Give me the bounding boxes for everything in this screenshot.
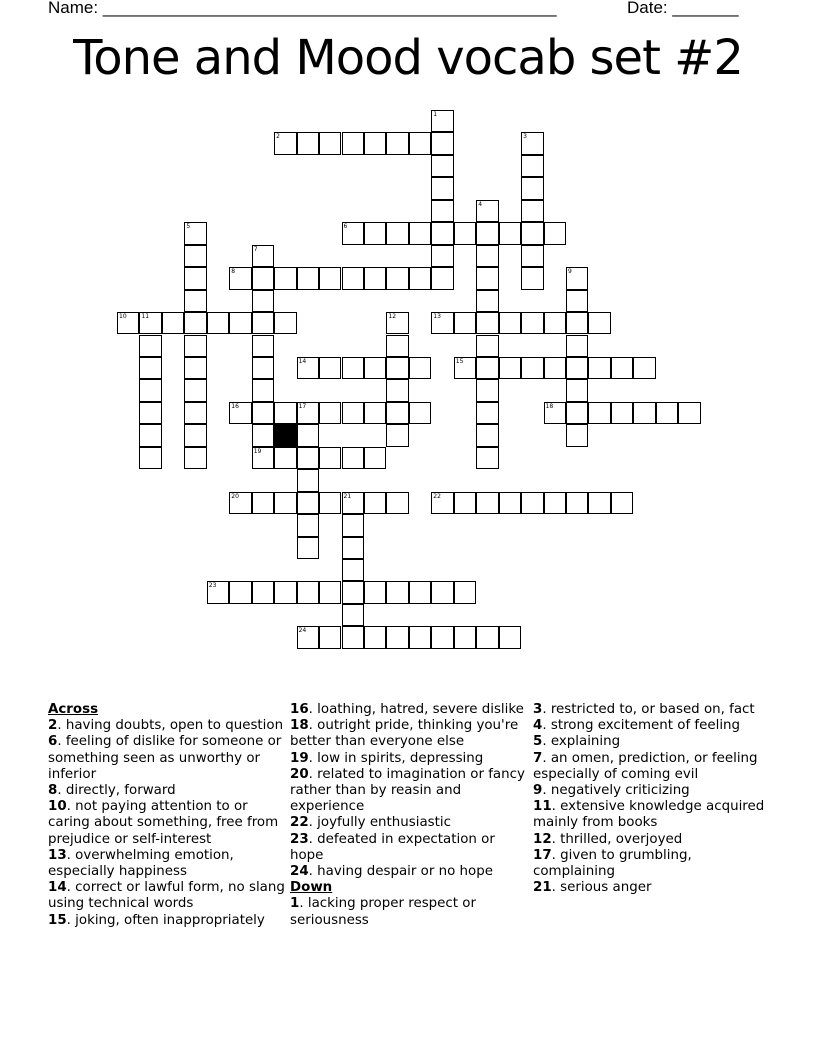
grid-cell[interactable] bbox=[454, 312, 476, 334]
grid-cell[interactable] bbox=[521, 155, 543, 177]
grid-cell[interactable] bbox=[252, 492, 274, 514]
clue-down-5: 5. explaining bbox=[533, 734, 621, 750]
clue-number: 10 bbox=[48, 799, 67, 815]
grid-cell[interactable] bbox=[297, 267, 319, 289]
grid-cell[interactable] bbox=[364, 581, 386, 603]
grid-cell[interactable] bbox=[364, 222, 386, 244]
clue-across-6: 6. feeling of dislike for someone or something seen as unworthy or inferior bbox=[48, 734, 282, 782]
cell-number: 14 bbox=[298, 357, 307, 365]
grid-cell[interactable] bbox=[274, 132, 296, 154]
grid-cell[interactable] bbox=[386, 492, 408, 514]
grid-cell[interactable] bbox=[409, 267, 431, 289]
cell-number: 23 bbox=[208, 582, 217, 590]
grid-cell[interactable] bbox=[386, 424, 408, 446]
grid-cell[interactable] bbox=[184, 290, 206, 312]
grid-cell[interactable] bbox=[364, 626, 386, 648]
grid-cell[interactable] bbox=[431, 177, 453, 199]
clue-number: 22 bbox=[290, 815, 309, 831]
clues-column-2 bbox=[290, 702, 530, 929]
name-label: Name: bbox=[48, 0, 99, 17]
grid-cell[interactable] bbox=[431, 626, 453, 648]
grid-cell[interactable] bbox=[521, 267, 543, 289]
grid-cell[interactable] bbox=[297, 537, 319, 559]
grid-cell[interactable] bbox=[476, 379, 498, 401]
grid-cell[interactable] bbox=[342, 267, 364, 289]
grid-cell[interactable] bbox=[342, 537, 364, 559]
grid-cell[interactable] bbox=[633, 402, 655, 424]
grid-cell[interactable] bbox=[297, 132, 319, 154]
cell-number: 21 bbox=[343, 492, 352, 500]
grid-cell[interactable] bbox=[566, 379, 588, 401]
grid-cell[interactable] bbox=[297, 514, 319, 536]
grid-cell[interactable] bbox=[364, 447, 386, 469]
clue-across-24: 24. having despair or no hope bbox=[290, 864, 493, 880]
clue-number: 2 bbox=[48, 718, 58, 734]
grid-cell[interactable] bbox=[476, 492, 498, 514]
clue-number: 16 bbox=[290, 702, 309, 717]
grid-cell[interactable] bbox=[274, 267, 296, 289]
clue-text: feeling of dislike for someone or something seen as unworthy or inferior bbox=[48, 734, 282, 782]
clue-text: overwhelming emotion, especially happiness bbox=[48, 847, 234, 880]
grid-cell[interactable] bbox=[431, 222, 453, 244]
grid-cell[interactable] bbox=[319, 492, 341, 514]
grid-cell[interactable] bbox=[162, 312, 184, 334]
clue-number: 5 bbox=[533, 734, 543, 750]
cell-number: 11 bbox=[141, 313, 150, 321]
grid-cell[interactable] bbox=[386, 222, 408, 244]
grid-cell[interactable] bbox=[184, 267, 206, 289]
clue-number: 1 bbox=[290, 896, 300, 912]
clue-number: 14 bbox=[48, 880, 67, 896]
grid-cell[interactable] bbox=[297, 357, 319, 379]
grid-cell[interactable] bbox=[117, 312, 139, 334]
clue-text: joyfully enthusiastic bbox=[317, 815, 451, 831]
grid-cell[interactable] bbox=[184, 379, 206, 401]
grid-cell[interactable] bbox=[521, 312, 543, 334]
grid-cell[interactable] bbox=[544, 357, 566, 379]
black-cell bbox=[274, 424, 296, 446]
grid-cell[interactable] bbox=[566, 335, 588, 357]
clue-text: low in spirits, depressing bbox=[317, 750, 484, 766]
cell-number: 24 bbox=[298, 627, 307, 635]
clue-text: joking, often inappropriately bbox=[75, 912, 265, 928]
grid-cell[interactable] bbox=[139, 424, 161, 446]
grid-cell[interactable] bbox=[229, 581, 251, 603]
grid-cell[interactable] bbox=[364, 357, 386, 379]
grid-cell[interactable] bbox=[319, 357, 341, 379]
clue-across-23: 23. defeated in expectation or hope bbox=[290, 831, 495, 863]
clue-down-4: 4. strong excitement of feeling bbox=[533, 718, 741, 734]
cell-number: 15 bbox=[455, 357, 464, 365]
clue-number: 6 bbox=[48, 734, 58, 750]
grid-cell[interactable] bbox=[297, 424, 319, 446]
grid-cell[interactable] bbox=[611, 357, 633, 379]
cell-number: 1 bbox=[433, 111, 438, 118]
clue-number: 17 bbox=[533, 847, 552, 863]
grid-cell[interactable] bbox=[139, 312, 161, 334]
clue-across-14: 14. correct or lawful form, no slang using technical words bbox=[48, 880, 285, 912]
grid-cell[interactable] bbox=[184, 222, 206, 244]
grid-cell[interactable] bbox=[386, 312, 408, 334]
cell-number: 10 bbox=[119, 313, 127, 321]
grid-cell[interactable] bbox=[476, 290, 498, 312]
grid-cell[interactable] bbox=[409, 357, 431, 379]
grid-cell[interactable] bbox=[342, 492, 364, 514]
grid-cell[interactable] bbox=[252, 335, 274, 357]
grid-cell[interactable] bbox=[521, 222, 543, 244]
grid-cell[interactable] bbox=[476, 335, 498, 357]
grid-cell[interactable] bbox=[566, 267, 588, 289]
grid-cell[interactable] bbox=[319, 132, 341, 154]
clue-text: negatively criticizing bbox=[550, 783, 690, 799]
grid-cell[interactable] bbox=[544, 222, 566, 244]
clue-text: thrilled, overjoyed bbox=[560, 831, 683, 847]
grid-cell[interactable] bbox=[476, 245, 498, 267]
clue-across-13: 13. overwhelming emotion, especially happiness bbox=[48, 847, 234, 880]
grid-cell[interactable] bbox=[431, 581, 453, 603]
grid-cell[interactable] bbox=[409, 132, 431, 154]
cell-number: 2 bbox=[276, 133, 280, 141]
page-title: Tone and Mood vocab set #2 bbox=[73, 30, 743, 86]
clue-text: extensive knowledge acquired mainly from books bbox=[533, 799, 765, 831]
grid-cell[interactable] bbox=[274, 402, 296, 424]
clue-number: 12 bbox=[533, 831, 552, 847]
cell-number: 6 bbox=[343, 223, 348, 231]
clue-across-8: 8. directly, forward bbox=[48, 783, 176, 799]
grid-cell[interactable] bbox=[342, 559, 364, 581]
grid-cell[interactable] bbox=[342, 626, 364, 648]
grid-cell[interactable] bbox=[364, 267, 386, 289]
grid-cell[interactable] bbox=[364, 492, 386, 514]
grid-cell[interactable] bbox=[476, 222, 498, 244]
date-line: _______ bbox=[672, 0, 739, 17]
grid-cell[interactable] bbox=[409, 626, 431, 648]
clue-text: having doubts, open to question bbox=[65, 718, 284, 734]
grid-cell[interactable] bbox=[499, 312, 521, 334]
clue-text: directly, forward bbox=[65, 783, 176, 799]
grid-cell[interactable] bbox=[476, 200, 498, 222]
grid-cell[interactable] bbox=[364, 402, 386, 424]
clue-down-11: 11. extensive knowledge acquired mainly from books bbox=[533, 799, 765, 831]
grid-cell[interactable] bbox=[431, 132, 453, 154]
grid-cell[interactable] bbox=[297, 626, 319, 648]
grid-cell[interactable] bbox=[499, 222, 521, 244]
grid-cell[interactable] bbox=[342, 357, 364, 379]
clue-text: lacking proper respect or seriousness bbox=[290, 896, 476, 928]
clue-number: 18 bbox=[290, 718, 309, 734]
grid-cell[interactable] bbox=[139, 335, 161, 357]
clue-number: 21 bbox=[533, 880, 552, 896]
grid-cell[interactable] bbox=[184, 357, 206, 379]
grid-cell[interactable] bbox=[386, 379, 408, 401]
grid-cell[interactable] bbox=[229, 267, 251, 289]
cell-number: 16 bbox=[231, 402, 239, 410]
cell-number: 17 bbox=[298, 402, 307, 410]
clue-down-21: 21. serious anger bbox=[533, 880, 652, 896]
clue-across-22: 22. joyfully enthusiastic bbox=[290, 815, 451, 831]
clue-across-18: 18. outright pride, thinking you're better than everyone else bbox=[290, 718, 519, 750]
clue-number: 4 bbox=[533, 718, 543, 734]
grid-cell[interactable] bbox=[633, 357, 655, 379]
grid-cell[interactable] bbox=[297, 402, 319, 424]
clue-text: not paying attention to or caring about something, free from prejudice or self-interest bbox=[48, 799, 279, 847]
clue-text: correct or lawful form, no slang using technical words bbox=[48, 880, 285, 912]
clue-across-16: 16. loathing, hatred, severe dislike bbox=[290, 702, 524, 717]
clue-number: 11 bbox=[533, 799, 552, 815]
clue-number: 24 bbox=[290, 864, 309, 880]
grid-cell[interactable] bbox=[229, 402, 251, 424]
cell-number: 9 bbox=[568, 268, 572, 276]
grid-cell[interactable] bbox=[588, 492, 610, 514]
grid-cell[interactable] bbox=[386, 581, 408, 603]
clue-number: 13 bbox=[48, 847, 67, 863]
grid-cell[interactable] bbox=[431, 110, 453, 132]
grid-cell[interactable] bbox=[431, 267, 453, 289]
grid-cell[interactable] bbox=[342, 604, 364, 626]
clue-down-12: 12. thrilled, overjoyed bbox=[533, 831, 683, 847]
cell-number: 8 bbox=[231, 268, 236, 276]
grid-cell[interactable] bbox=[499, 492, 521, 514]
cell-number: 20 bbox=[231, 492, 239, 500]
grid-cell[interactable] bbox=[252, 290, 274, 312]
clue-text: defeated in expectation or hope bbox=[290, 831, 495, 863]
down-heading: Down bbox=[290, 880, 333, 896]
grid-cell[interactable] bbox=[521, 132, 543, 154]
grid-cell[interactable] bbox=[252, 424, 274, 446]
grid-cell[interactable] bbox=[521, 357, 543, 379]
grid-cell[interactable] bbox=[521, 177, 543, 199]
grid-cell[interactable] bbox=[274, 447, 296, 469]
grid-cell[interactable] bbox=[431, 492, 453, 514]
grid-cell[interactable] bbox=[476, 312, 498, 334]
grid-cell[interactable] bbox=[319, 402, 341, 424]
grid-cell[interactable] bbox=[252, 245, 274, 267]
clue-number: 15 bbox=[48, 912, 67, 928]
grid-cell[interactable] bbox=[588, 312, 610, 334]
clue-across-10: 10. not paying attention to or caring about something, free from prejudice or self-interest bbox=[48, 799, 279, 847]
across-heading: Across bbox=[48, 702, 99, 717]
grid-cell[interactable] bbox=[566, 424, 588, 446]
clue-text: restricted to, or based on, fact bbox=[550, 702, 755, 717]
grid-cell[interactable] bbox=[386, 402, 408, 424]
grid-cell[interactable] bbox=[678, 402, 700, 424]
grid-cell[interactable] bbox=[342, 514, 364, 536]
grid-cell[interactable] bbox=[521, 200, 543, 222]
grid-cell[interactable] bbox=[499, 626, 521, 648]
clue-text: having despair or no hope bbox=[317, 864, 493, 880]
name-line: ________________________________________________ bbox=[102, 0, 557, 17]
clue-number: 9 bbox=[533, 783, 543, 799]
clue-down-1: 1. lacking proper respect or seriousness bbox=[290, 896, 476, 928]
clues-column-3 bbox=[533, 702, 773, 896]
cell-number: 13 bbox=[433, 313, 441, 321]
cell-number: 7 bbox=[253, 245, 258, 253]
grid-cell[interactable] bbox=[476, 626, 498, 648]
clue-number: 8 bbox=[48, 783, 58, 799]
grid-cell[interactable] bbox=[566, 357, 588, 379]
grid-cell[interactable] bbox=[544, 492, 566, 514]
grid-cell[interactable] bbox=[656, 402, 678, 424]
clue-number: 3 bbox=[533, 702, 543, 717]
grid-cell[interactable] bbox=[566, 402, 588, 424]
grid-cell[interactable] bbox=[184, 335, 206, 357]
grid-cell[interactable] bbox=[229, 492, 251, 514]
grid-cell[interactable] bbox=[252, 402, 274, 424]
grid-cell[interactable] bbox=[139, 379, 161, 401]
grid-cell[interactable] bbox=[544, 312, 566, 334]
grid-cell[interactable] bbox=[409, 402, 431, 424]
grid-cell[interactable] bbox=[454, 492, 476, 514]
clue-text: strong excitement of feeling bbox=[550, 718, 741, 734]
grid-cell[interactable] bbox=[386, 132, 408, 154]
clue-down-3: 3. restricted to, or based on, fact bbox=[533, 702, 755, 717]
grid-cell[interactable] bbox=[342, 132, 364, 154]
grid-cell[interactable] bbox=[139, 357, 161, 379]
grid-cell[interactable] bbox=[364, 132, 386, 154]
cell-number: 5 bbox=[186, 223, 191, 231]
date-label: Date: bbox=[627, 0, 668, 17]
grid-cell[interactable] bbox=[342, 222, 364, 244]
grid-cell[interactable] bbox=[454, 357, 476, 379]
clue-text: explaining bbox=[550, 734, 621, 750]
grid-cell[interactable] bbox=[319, 626, 341, 648]
clue-number: 7 bbox=[533, 750, 543, 766]
grid-cell[interactable] bbox=[454, 581, 476, 603]
grid-cell[interactable] bbox=[274, 581, 296, 603]
clue-down-17: 17. given to grumbling, complaining bbox=[533, 847, 692, 880]
clue-text: an omen, prediction, or feeling especially of coming evil bbox=[533, 750, 758, 782]
grid-cell[interactable] bbox=[454, 222, 476, 244]
grid-cell[interactable] bbox=[431, 200, 453, 222]
cell-number: 12 bbox=[388, 313, 397, 321]
grid-cell[interactable] bbox=[252, 447, 274, 469]
grid-cell[interactable] bbox=[184, 245, 206, 267]
clue-text: related to imagination or fancy rather than by reasin and experience bbox=[290, 766, 525, 815]
grid-cell[interactable] bbox=[386, 335, 408, 357]
clue-number: 20 bbox=[290, 766, 309, 782]
grid-cell[interactable] bbox=[431, 155, 453, 177]
grid-cell[interactable] bbox=[297, 447, 319, 469]
clue-across-20: 20. related to imagination or fancy rather than by reasin and experience bbox=[290, 766, 525, 815]
grid-cell[interactable] bbox=[342, 447, 364, 469]
grid-cell[interactable] bbox=[431, 312, 453, 334]
grid-cell[interactable] bbox=[207, 312, 229, 334]
grid-cell[interactable] bbox=[499, 357, 521, 379]
clues-column-1 bbox=[48, 702, 288, 929]
grid-cell[interactable] bbox=[252, 267, 274, 289]
grid-cell[interactable] bbox=[252, 379, 274, 401]
clue-text: given to grumbling, complaining bbox=[533, 847, 692, 880]
clue-across-2: 2. having doubts, open to question bbox=[48, 718, 284, 734]
grid-cell[interactable] bbox=[274, 492, 296, 514]
clue-across-15: 15. joking, often inappropriately bbox=[48, 912, 265, 928]
grid-cell[interactable] bbox=[386, 626, 408, 648]
grid-cell[interactable] bbox=[342, 581, 364, 603]
grid-cell[interactable] bbox=[319, 267, 341, 289]
grid-cell[interactable] bbox=[454, 626, 476, 648]
grid-cell[interactable] bbox=[476, 424, 498, 446]
grid-cell[interactable] bbox=[588, 357, 610, 379]
grid-cell[interactable] bbox=[476, 402, 498, 424]
grid-cell[interactable] bbox=[274, 312, 296, 334]
grid-cell[interactable] bbox=[319, 581, 341, 603]
grid-cell[interactable] bbox=[184, 402, 206, 424]
grid-cell[interactable] bbox=[566, 492, 588, 514]
clue-across-19: 19. low in spirits, depressing bbox=[290, 750, 484, 766]
grid-cell[interactable] bbox=[409, 581, 431, 603]
clue-text: loathing, hatred, severe dislike bbox=[317, 702, 524, 717]
grid-cell[interactable] bbox=[184, 447, 206, 469]
grid-cell[interactable] bbox=[297, 581, 319, 603]
grid-cell[interactable] bbox=[207, 581, 229, 603]
clue-number: 23 bbox=[290, 831, 309, 847]
grid-cell[interactable] bbox=[521, 245, 543, 267]
grid-cell[interactable] bbox=[476, 447, 498, 469]
grid-cell[interactable] bbox=[566, 290, 588, 312]
clue-down-9: 9. negatively criticizing bbox=[533, 783, 690, 799]
grid-cell[interactable] bbox=[342, 402, 364, 424]
grid-cell[interactable] bbox=[184, 312, 206, 334]
grid-cell[interactable] bbox=[386, 267, 408, 289]
grid-cell[interactable] bbox=[476, 357, 498, 379]
grid-cell[interactable] bbox=[139, 402, 161, 424]
cell-number: 22 bbox=[433, 492, 441, 500]
grid-cell[interactable] bbox=[297, 469, 319, 491]
grid-cell[interactable] bbox=[297, 492, 319, 514]
grid-cell[interactable] bbox=[521, 492, 543, 514]
grid-cell[interactable] bbox=[611, 402, 633, 424]
clue-down-7: 7. an omen, prediction, or feeling especially of coming evil bbox=[533, 750, 758, 782]
grid-cell[interactable] bbox=[252, 312, 274, 334]
grid-cell[interactable] bbox=[476, 267, 498, 289]
grid-cell[interactable] bbox=[431, 245, 453, 267]
cell-number: 3 bbox=[523, 133, 527, 141]
grid-cell[interactable] bbox=[319, 447, 341, 469]
grid-cell[interactable] bbox=[588, 402, 610, 424]
grid-cell[interactable] bbox=[386, 357, 408, 379]
cell-number: 4 bbox=[478, 200, 483, 208]
grid-cell[interactable] bbox=[544, 402, 566, 424]
grid-cell[interactable] bbox=[139, 447, 161, 469]
clue-text: outright pride, thinking you're better than everyone else bbox=[290, 718, 519, 750]
grid-cell[interactable] bbox=[184, 424, 206, 446]
cell-number: 19 bbox=[253, 447, 262, 455]
grid-cell[interactable] bbox=[566, 312, 588, 334]
grid-cell[interactable] bbox=[229, 312, 251, 334]
grid-cell[interactable] bbox=[252, 581, 274, 603]
cell-number: 18 bbox=[545, 402, 554, 410]
grid-cell[interactable] bbox=[252, 357, 274, 379]
grid-cell[interactable] bbox=[611, 492, 633, 514]
clue-text: serious anger bbox=[560, 880, 652, 896]
grid-cell[interactable] bbox=[409, 222, 431, 244]
clue-number: 19 bbox=[290, 750, 309, 766]
